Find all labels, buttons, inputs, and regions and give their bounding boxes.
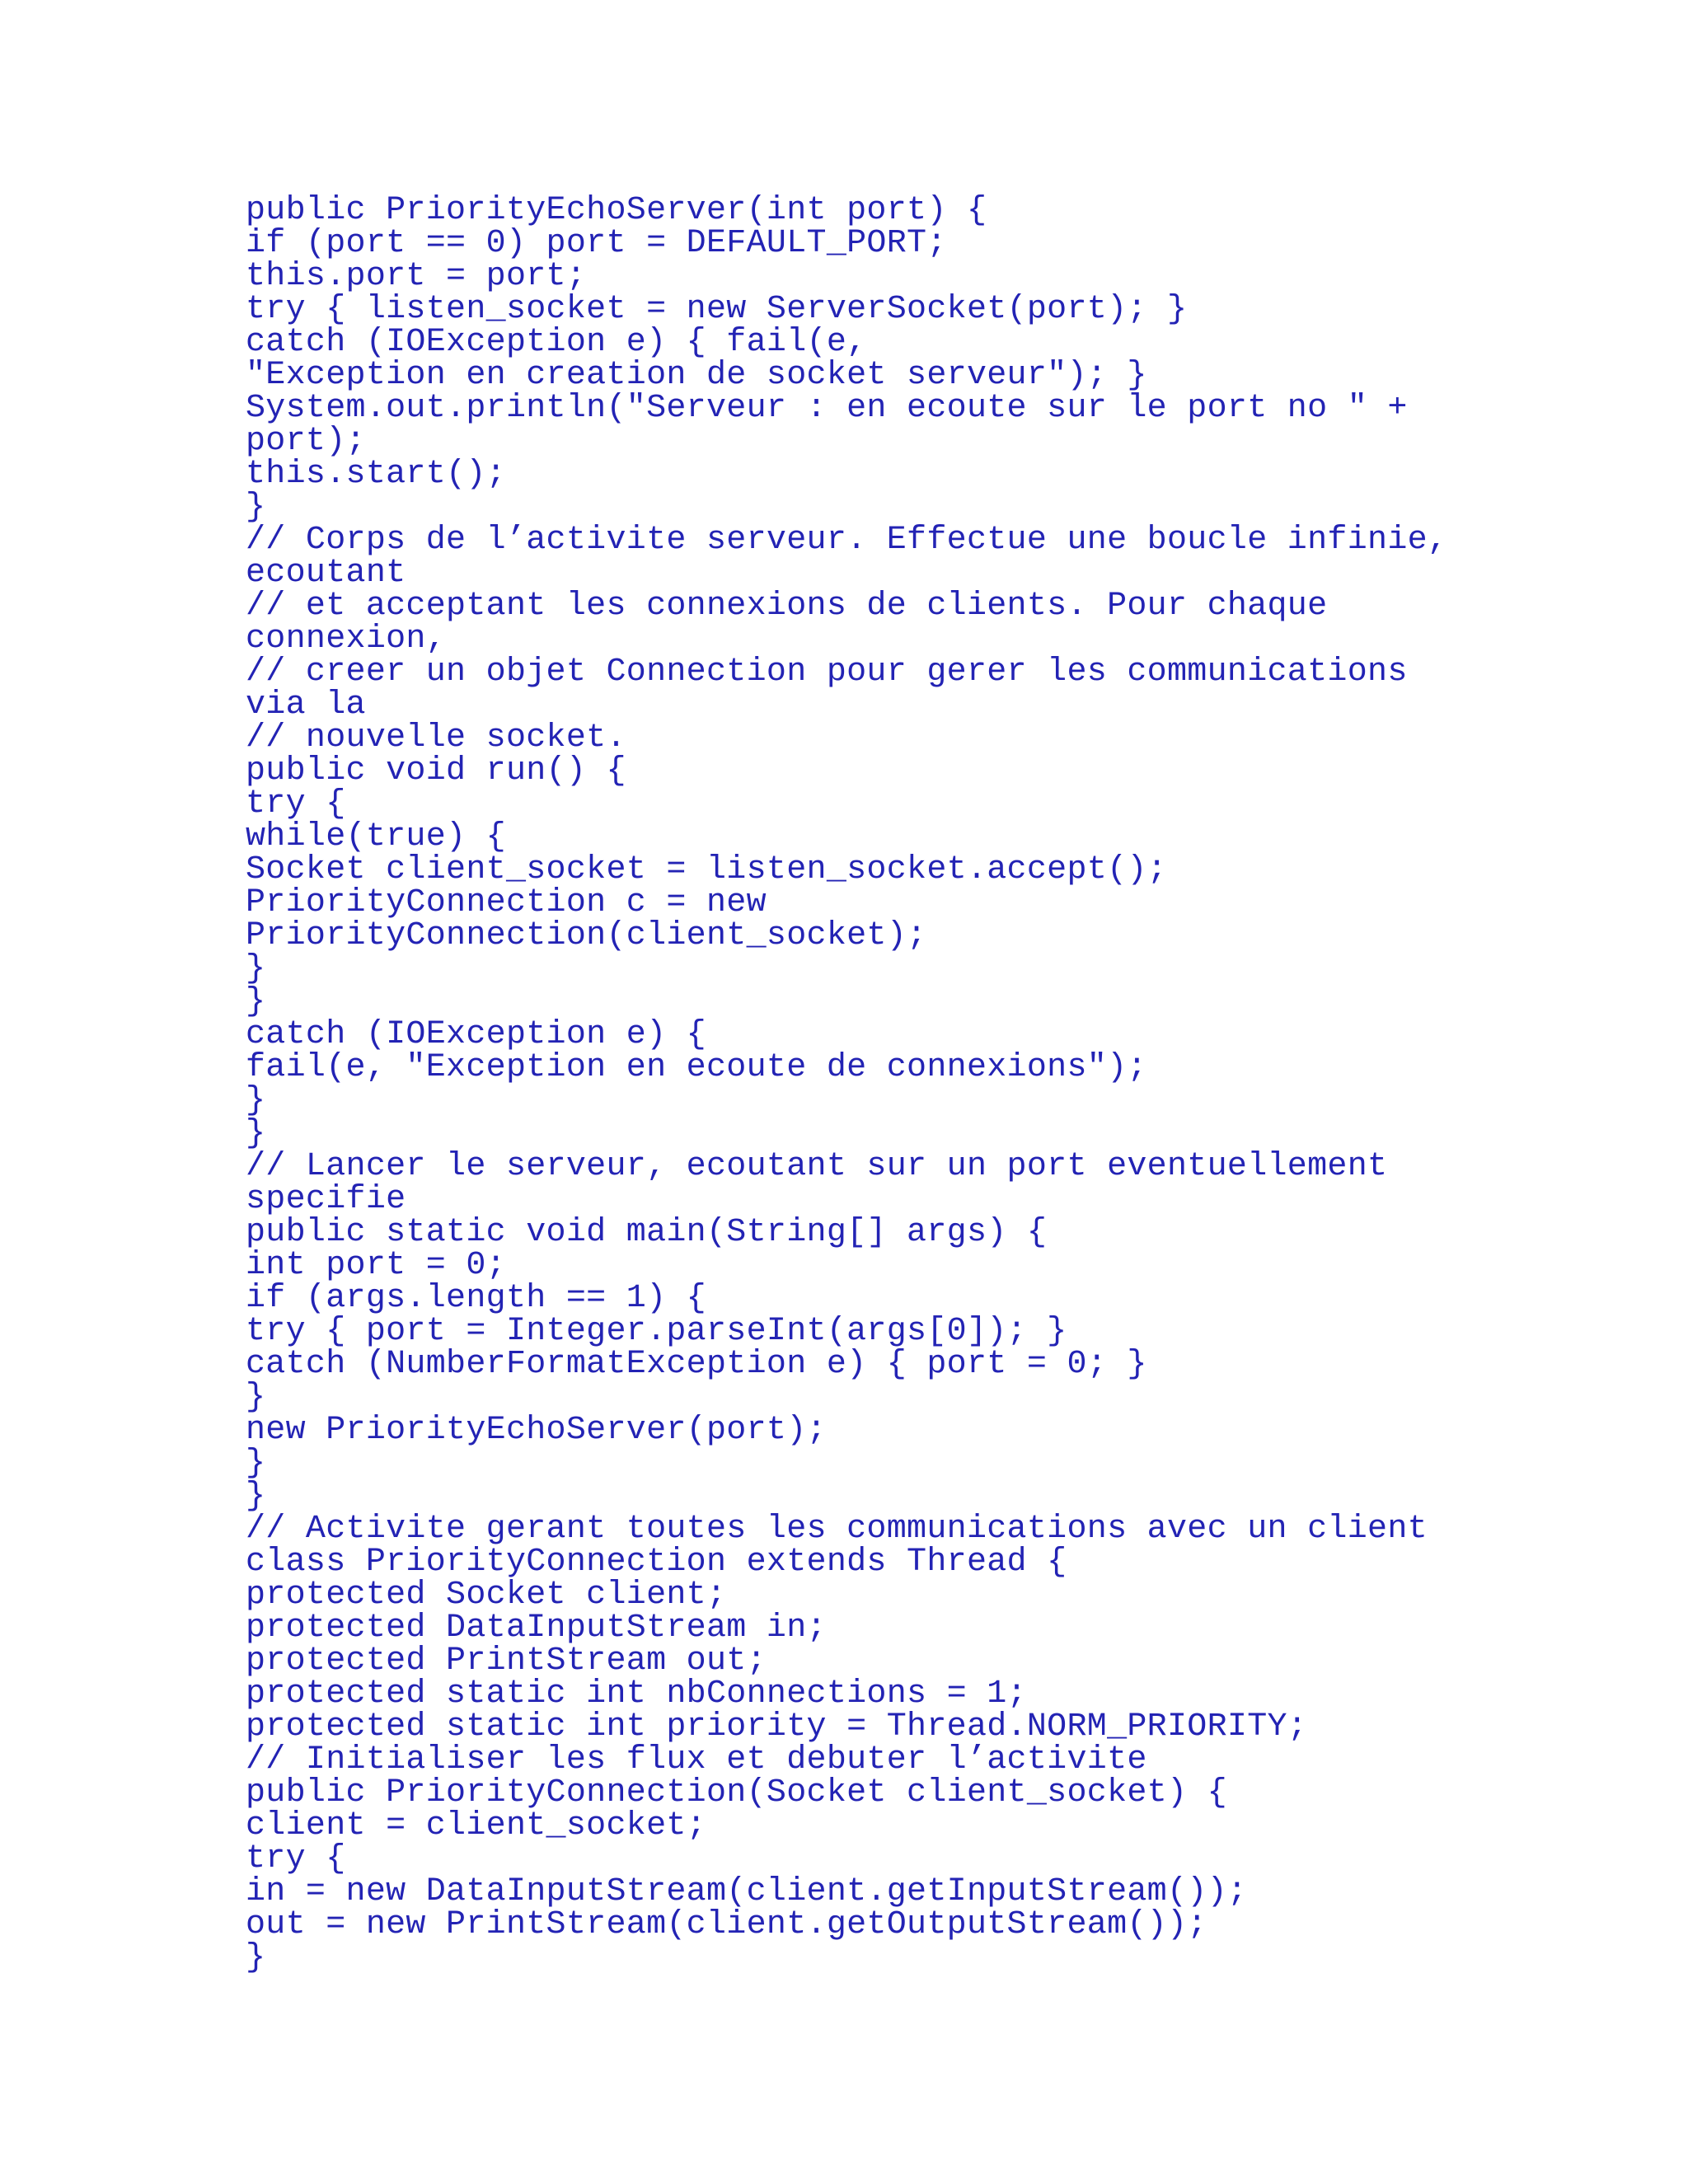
code-line: public PriorityEchoServer(int port) { [246, 192, 987, 229]
code-line: try { [246, 1840, 346, 1877]
code-line: public void run() { [246, 752, 626, 790]
code-line: System.out.println("Serveur : en ecoute sur le port no " + [246, 390, 1408, 427]
code-line: connexion, [246, 621, 447, 658]
code-line: client = client_socket; [246, 1807, 706, 1844]
code-line: Socket client_socket = listen_socket.accept(); [246, 851, 1167, 888]
code-line: // Activite gerant toutes les communications avec un client [246, 1511, 1428, 1548]
code-line: fail(e, "Exception en ecoute de connexions"); [246, 1049, 1147, 1086]
code-line: port); [246, 423, 366, 460]
code-line: int port = 0; [246, 1247, 506, 1284]
code-line: } [246, 1478, 266, 1515]
code-listing [246, 194, 1606, 1975]
code-line: this.port = port; [246, 258, 587, 295]
code-line: // Lancer le serveur, ecoutant sur un port eventuellement [246, 1148, 1388, 1185]
code-line: ecoutant [246, 555, 406, 592]
code-line: try { listen_socket = new ServerSocket(port); } [246, 291, 1188, 328]
code-line: specifie [246, 1181, 406, 1218]
code-line: // nouvelle socket. [246, 719, 626, 757]
code-line: class PriorityConnection extends Thread { [246, 1544, 1067, 1581]
code-line: } [246, 1115, 266, 1152]
code-line: PriorityConnection c = new [246, 884, 767, 921]
code-line: this.start(); [246, 456, 506, 493]
code-line: new PriorityEchoServer(port); [246, 1412, 827, 1449]
code-line: catch (NumberFormatException e) { port = 0; } [246, 1346, 1147, 1383]
code-line: protected static int priority = Thread.NORM_PRIORITY; [246, 1708, 1308, 1746]
code-line: } [246, 489, 266, 526]
code-line: } [246, 1379, 266, 1416]
code-line: catch (IOException e) { fail(e, [246, 324, 867, 361]
code-line: if (args.length == 1) { [246, 1280, 706, 1317]
code-line: // Corps de l’activite serveur. Effectue une boucle infinie, [246, 522, 1448, 559]
code-line: // et acceptant les connexions de clients. Pour chaque [246, 588, 1328, 625]
code-line: try { port = Integer.parseInt(args[0]); } [246, 1313, 1067, 1350]
code-line: } [246, 950, 266, 987]
code-line: in = new DataInputStream(client.getInputStream()); [246, 1873, 1248, 1910]
code-line: } [246, 983, 266, 1020]
code-line: try { [246, 785, 346, 823]
code-line: while(true) { [246, 818, 506, 855]
code-line: protected Socket client; [246, 1577, 727, 1614]
code-line: } [246, 1082, 266, 1119]
code-line: if (port == 0) port = DEFAULT_PORT; [246, 225, 947, 262]
code-line: catch (IOException e) { [246, 1016, 706, 1053]
code-line: public static void main(String[] args) { [246, 1214, 1048, 1251]
code-line: public PriorityConnection(Socket client_socket) { [246, 1774, 1227, 1811]
code-line: protected static int nbConnections = 1; [246, 1675, 1027, 1713]
code-line: protected PrintStream out; [246, 1643, 767, 1680]
code-line: } [246, 1445, 266, 1482]
code-line: protected DataInputStream in; [246, 1610, 827, 1647]
code-line: } [246, 1939, 266, 1976]
code-line: // creer un objet Connection pour gerer les communications [246, 654, 1408, 691]
code-line: "Exception en creation de socket serveur"); } [246, 357, 1147, 394]
code-line: out = new PrintStream(client.getOutputStream()); [246, 1906, 1207, 1943]
code-line: PriorityConnection(client_socket); [246, 917, 927, 954]
code-line: // Initialiser les flux et debuter l’activite [246, 1741, 1147, 1779]
code-line: via la [246, 687, 366, 724]
